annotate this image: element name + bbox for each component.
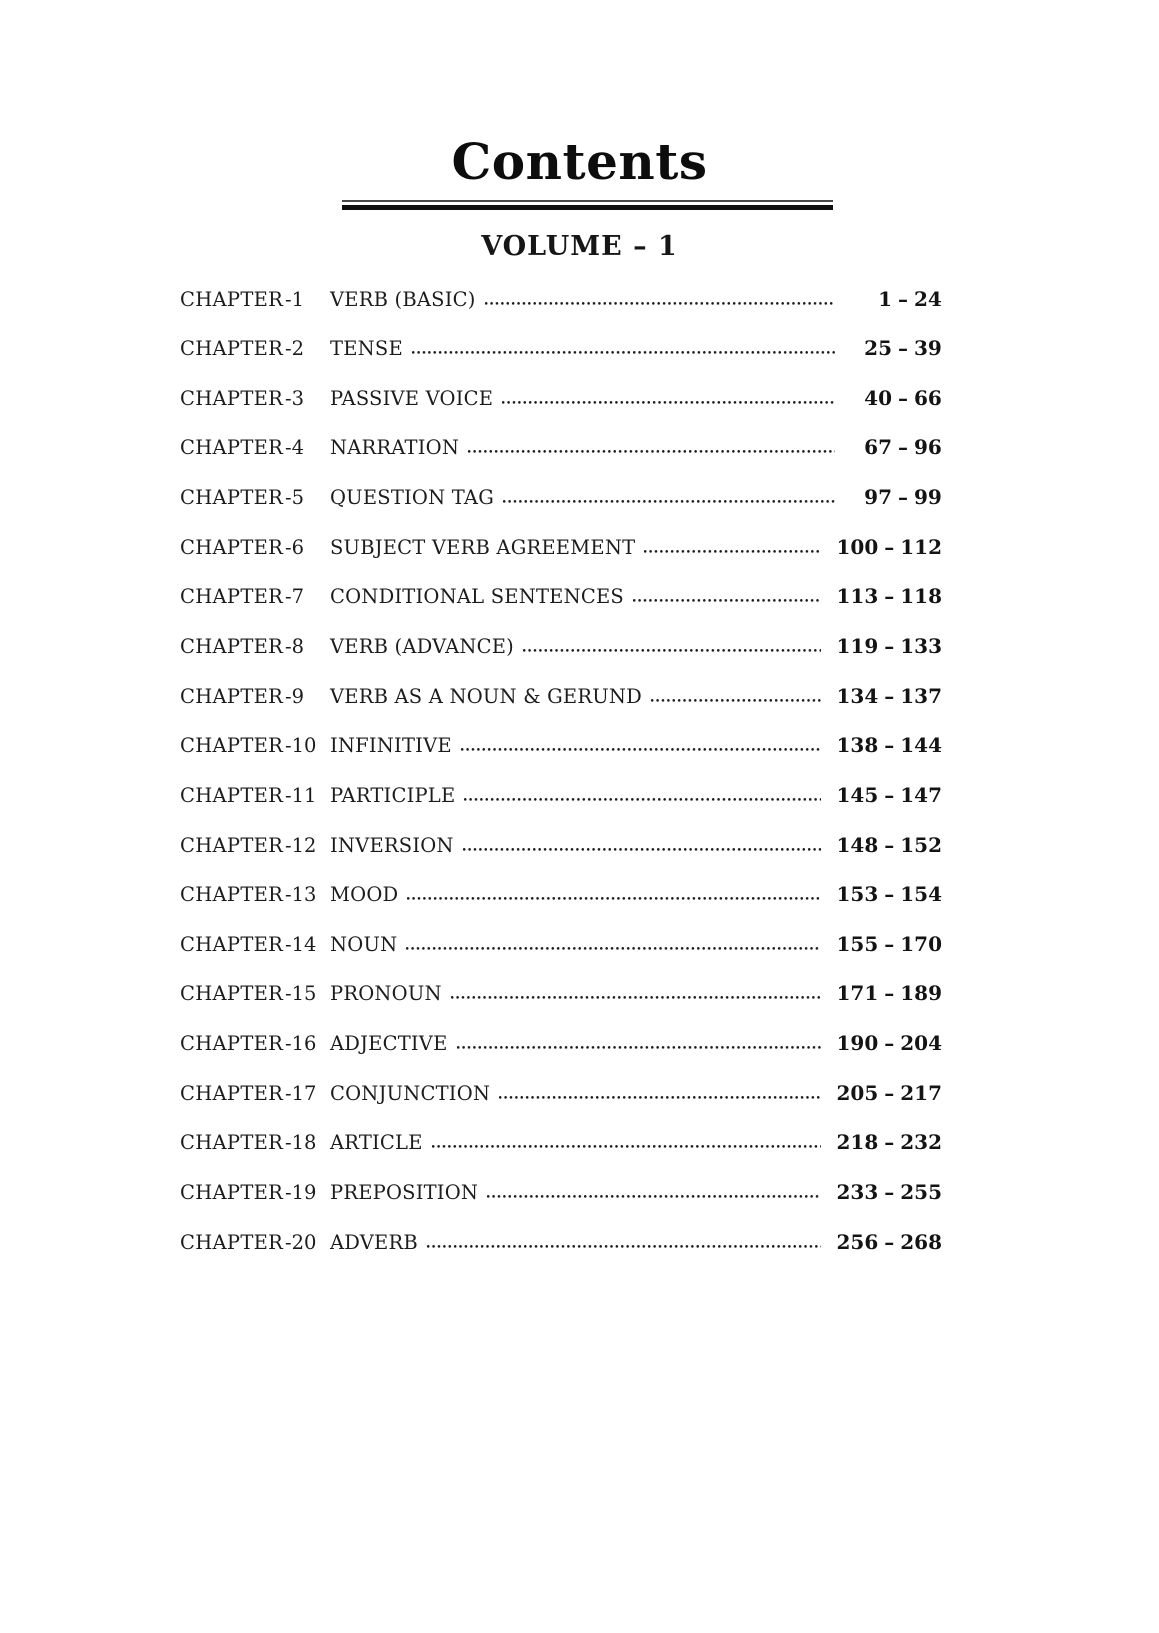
dot-leader bbox=[431, 1144, 822, 1149]
page-start: 153 bbox=[836, 882, 879, 907]
toc-entry bbox=[180, 1130, 942, 1180]
toc-entry bbox=[180, 485, 942, 535]
chapter-number: -18 bbox=[285, 1131, 317, 1155]
chapter-label: CHAPTER bbox=[180, 486, 284, 510]
dot-leader bbox=[522, 648, 821, 653]
toc-entry bbox=[180, 1081, 942, 1131]
divider-thin-line bbox=[342, 200, 833, 202]
chapter-label: CHAPTER bbox=[180, 883, 284, 907]
chapter-title: VERB (ADVANCE) bbox=[330, 634, 514, 658]
chapter-number: -3 bbox=[285, 386, 304, 410]
chapter-title: QUESTION TAG bbox=[330, 486, 494, 510]
chapter-number: -16 bbox=[285, 1032, 317, 1056]
page-start: 97 bbox=[864, 485, 892, 510]
toc-entry bbox=[180, 783, 942, 833]
divider-thick-line bbox=[342, 205, 833, 210]
chapter-number: -12 bbox=[285, 833, 317, 857]
dot-leader bbox=[484, 301, 835, 306]
page-start: 40 bbox=[864, 385, 892, 410]
dot-leader bbox=[632, 598, 821, 603]
dot-leader bbox=[411, 350, 835, 355]
chapter-label: CHAPTER bbox=[180, 684, 284, 708]
page-range-dash: – bbox=[884, 1130, 895, 1155]
page-start: 67 bbox=[864, 435, 892, 460]
page-range-dash: – bbox=[898, 435, 908, 460]
page-start: 148 bbox=[836, 832, 879, 857]
page-end: 137 bbox=[900, 683, 942, 708]
page-start: 171 bbox=[836, 981, 879, 1006]
chapter-number: -15 bbox=[285, 982, 317, 1006]
toc-entry bbox=[180, 287, 942, 337]
dot-leader bbox=[450, 995, 822, 1000]
chapter-label: CHAPTER bbox=[180, 932, 284, 956]
chapter-title: VERB (BASIC) bbox=[330, 287, 476, 311]
chapter-number: -13 bbox=[285, 883, 317, 907]
page-end: 96 bbox=[914, 435, 942, 460]
dot-leader bbox=[486, 1194, 821, 1199]
toc-entry bbox=[180, 882, 942, 932]
page-range-dash: – bbox=[884, 931, 895, 956]
page-range-dash: – bbox=[884, 683, 895, 708]
toc-entry bbox=[180, 1031, 942, 1081]
chapter-number: -6 bbox=[285, 535, 304, 559]
chapter-number: -14 bbox=[285, 932, 317, 956]
chapter-number: -9 bbox=[285, 684, 304, 708]
page-end: 232 bbox=[900, 1130, 942, 1155]
chapter-label: CHAPTER bbox=[180, 1081, 284, 1105]
page-start: 1 bbox=[878, 286, 892, 311]
chapter-label: CHAPTER bbox=[180, 386, 284, 410]
chapter-title: MOOD bbox=[330, 883, 399, 907]
chapter-label: CHAPTER bbox=[180, 1032, 284, 1056]
page-range bbox=[833, 882, 942, 906]
page-range bbox=[833, 1081, 942, 1105]
toc-entry bbox=[180, 1230, 942, 1280]
toc-entry bbox=[180, 932, 942, 982]
chapter-number: -17 bbox=[285, 1081, 317, 1105]
page-range bbox=[833, 981, 942, 1005]
page-range bbox=[833, 783, 942, 807]
toc-entry bbox=[180, 584, 942, 634]
page-range bbox=[833, 584, 942, 608]
dot-leader bbox=[462, 847, 822, 852]
chapter-number: -8 bbox=[285, 634, 304, 658]
page-end: 99 bbox=[914, 485, 942, 510]
page-start: 218 bbox=[836, 1130, 879, 1155]
toc-entry bbox=[180, 833, 942, 883]
page-range bbox=[847, 485, 942, 509]
dot-leader bbox=[643, 549, 821, 554]
page-range-dash: – bbox=[898, 385, 908, 410]
chapter-title: CONJUNCTION bbox=[330, 1081, 491, 1105]
page-range bbox=[833, 932, 942, 956]
page-range-dash: – bbox=[898, 485, 908, 510]
page-end: 112 bbox=[900, 534, 942, 559]
page-range bbox=[833, 1031, 942, 1055]
page-title: Contents bbox=[451, 132, 708, 191]
page-range-dash: – bbox=[884, 534, 895, 559]
chapter-number: -7 bbox=[285, 585, 304, 609]
chapter-label: CHAPTER bbox=[180, 337, 284, 361]
chapter-label: CHAPTER bbox=[180, 1181, 284, 1205]
page-range-dash: – bbox=[898, 286, 908, 311]
dot-leader bbox=[426, 1244, 821, 1249]
chapter-number: -5 bbox=[285, 486, 304, 510]
chapter-number: -2 bbox=[285, 337, 304, 361]
chapter-label: CHAPTER bbox=[180, 833, 284, 857]
chapter-label: CHAPTER bbox=[180, 734, 284, 758]
chapter-label: CHAPTER bbox=[180, 1230, 284, 1254]
page-end: 268 bbox=[900, 1229, 942, 1254]
chapter-title: PREPOSITION bbox=[330, 1181, 479, 1205]
dot-leader bbox=[405, 946, 821, 951]
page-start: 155 bbox=[836, 931, 879, 956]
page-start: 134 bbox=[836, 683, 879, 708]
page-start: 190 bbox=[836, 1031, 879, 1056]
page-end: 144 bbox=[900, 733, 942, 758]
page-end: 255 bbox=[900, 1180, 942, 1205]
toc-entry bbox=[180, 634, 942, 684]
page-range-dash: – bbox=[884, 633, 895, 658]
page-range-dash: – bbox=[884, 1031, 895, 1056]
page-range-dash: – bbox=[884, 981, 895, 1006]
dot-leader bbox=[498, 1095, 821, 1100]
page-end: 152 bbox=[900, 832, 942, 857]
page-range bbox=[833, 733, 942, 757]
page-range-dash: – bbox=[898, 336, 908, 361]
page-end: 39 bbox=[914, 336, 942, 361]
page-end: 133 bbox=[900, 633, 942, 658]
chapter-title: PARTICIPLE bbox=[330, 783, 456, 807]
page-end: 217 bbox=[900, 1080, 942, 1105]
chapter-label: CHAPTER bbox=[180, 982, 284, 1006]
page-start: 205 bbox=[836, 1080, 879, 1105]
page-start: 145 bbox=[836, 782, 879, 807]
page-start: 25 bbox=[864, 336, 892, 361]
chapter-label: CHAPTER bbox=[180, 783, 284, 807]
title-divider bbox=[342, 200, 833, 210]
chapter-title: PASSIVE VOICE bbox=[330, 386, 494, 410]
chapter-label: CHAPTER bbox=[180, 436, 284, 460]
page-range bbox=[833, 634, 942, 658]
page-start: 256 bbox=[836, 1229, 879, 1254]
chapter-title: INFINITIVE bbox=[330, 734, 452, 758]
page-range-dash: – bbox=[884, 882, 895, 907]
page-range-dash: – bbox=[884, 832, 895, 857]
chapter-title: PRONOUN bbox=[330, 982, 442, 1006]
dot-leader bbox=[502, 499, 835, 504]
dot-leader bbox=[406, 896, 821, 901]
chapter-title: SUBJECT VERB AGREEMENT bbox=[330, 535, 636, 559]
chapter-title: ARTICLE bbox=[330, 1131, 423, 1155]
toc-entry bbox=[180, 733, 942, 783]
page-end: 170 bbox=[900, 931, 942, 956]
page-range bbox=[847, 336, 942, 360]
page-range bbox=[847, 435, 942, 459]
toc-entry bbox=[180, 535, 942, 585]
page-start: 100 bbox=[836, 534, 879, 559]
page-range-dash: – bbox=[884, 733, 895, 758]
toc-entry bbox=[180, 684, 942, 734]
page-range bbox=[847, 287, 942, 311]
chapter-title: NOUN bbox=[330, 932, 398, 956]
chapter-label: CHAPTER bbox=[180, 287, 284, 311]
chapter-number: -10 bbox=[285, 734, 317, 758]
page-end: 66 bbox=[914, 385, 942, 410]
dot-leader bbox=[456, 1045, 822, 1050]
page-start: 138 bbox=[836, 733, 879, 758]
chapter-title: INVERSION bbox=[330, 833, 454, 857]
page-range bbox=[833, 684, 942, 708]
chapter-number: -19 bbox=[285, 1181, 317, 1205]
page-range bbox=[833, 1180, 942, 1204]
toc-entry bbox=[180, 1180, 942, 1230]
chapter-title: NARRATION bbox=[330, 436, 460, 460]
contents-page bbox=[0, 133, 1159, 1633]
chapter-label: CHAPTER bbox=[180, 585, 284, 609]
page-range-dash: – bbox=[884, 1229, 895, 1254]
page-range-dash: – bbox=[884, 1080, 895, 1105]
toc-entry bbox=[180, 435, 942, 485]
page-range bbox=[833, 1130, 942, 1154]
page-end: 154 bbox=[900, 882, 942, 907]
chapter-number: -11 bbox=[285, 783, 317, 807]
page-range-dash: – bbox=[884, 584, 895, 609]
chapter-label: CHAPTER bbox=[180, 535, 284, 559]
toc-entry bbox=[180, 981, 942, 1031]
dot-leader bbox=[463, 797, 821, 802]
page-end: 204 bbox=[900, 1031, 942, 1056]
chapter-title: TENSE bbox=[330, 337, 403, 361]
chapter-title: ADVERB bbox=[330, 1230, 418, 1254]
chapter-number: -4 bbox=[285, 436, 304, 460]
volume-heading: VOLUME – 1 bbox=[481, 230, 678, 262]
toc-entry bbox=[180, 336, 942, 386]
page-end: 189 bbox=[900, 981, 942, 1006]
chapter-number: -20 bbox=[285, 1230, 317, 1254]
page-end: 118 bbox=[900, 584, 942, 609]
dot-leader bbox=[467, 449, 835, 454]
chapter-label: CHAPTER bbox=[180, 1131, 284, 1155]
table-of-contents bbox=[180, 287, 942, 1280]
dot-leader bbox=[460, 747, 821, 752]
page-start: 119 bbox=[836, 633, 879, 658]
page-end: 24 bbox=[914, 286, 942, 311]
chapter-title: CONDITIONAL SENTENCES bbox=[330, 585, 624, 609]
chapter-title: VERB AS A NOUN & GERUND bbox=[330, 684, 642, 708]
dot-leader bbox=[650, 698, 821, 703]
toc-entry bbox=[180, 386, 942, 436]
chapter-number: -1 bbox=[285, 287, 304, 311]
page-range bbox=[833, 833, 942, 857]
page-range bbox=[833, 535, 942, 559]
page-range bbox=[847, 386, 942, 410]
page-range-dash: – bbox=[884, 1180, 895, 1205]
page-range-dash: – bbox=[884, 782, 895, 807]
page-start: 233 bbox=[836, 1180, 879, 1205]
chapter-title: ADJECTIVE bbox=[330, 1032, 448, 1056]
page-range bbox=[833, 1230, 942, 1254]
chapter-label: CHAPTER bbox=[180, 634, 284, 658]
page-end: 147 bbox=[900, 782, 942, 807]
page-start: 113 bbox=[836, 584, 879, 609]
dot-leader bbox=[501, 400, 835, 405]
